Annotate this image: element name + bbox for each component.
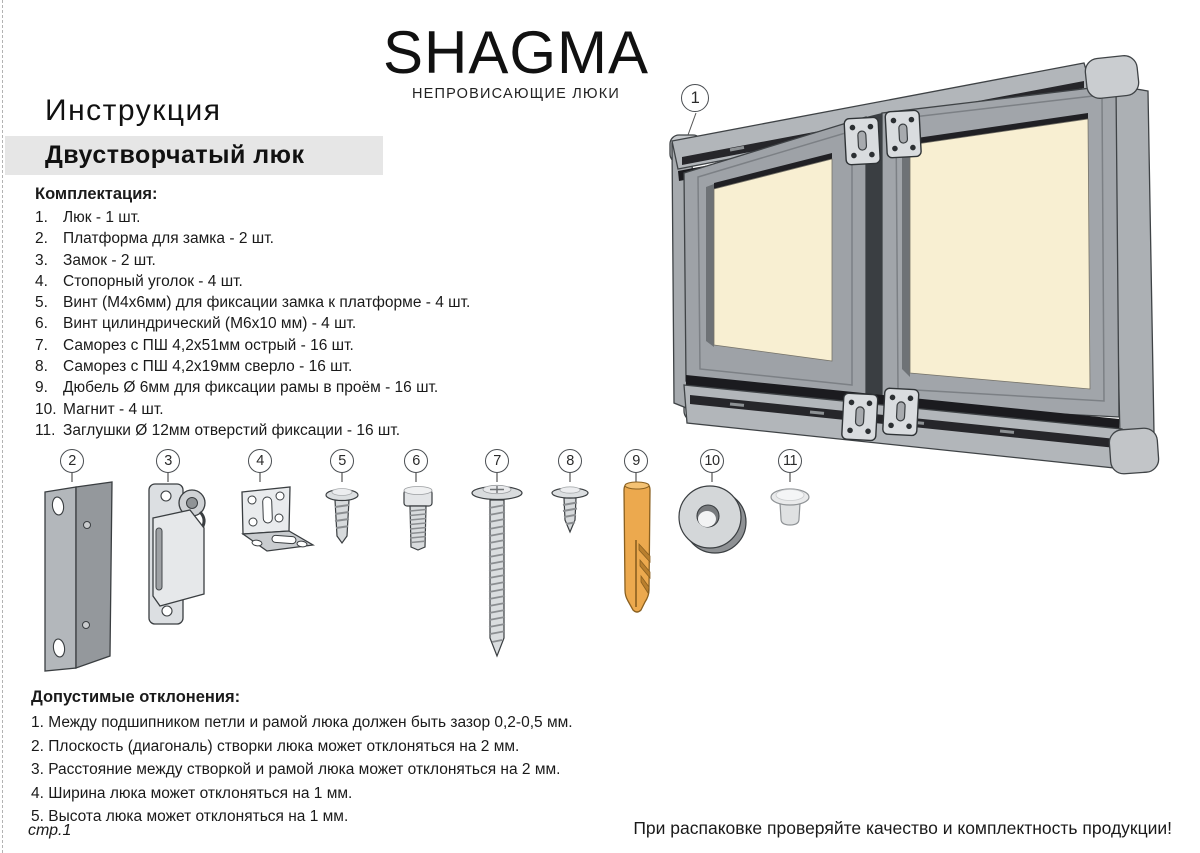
package-item-number: 8.	[35, 358, 48, 376]
package-item-text: Винт цилиндрический (М6х10 мм) - 4 шт.	[63, 315, 357, 333]
package-item-text: Замок - 2 шт.	[63, 251, 156, 269]
tolerance-item: 1. Между подшипником петли и рамой люка должен быть зазор 0,2-0,5 мм.	[31, 714, 573, 731]
package-item-number: 4.	[35, 272, 48, 290]
parts-figures	[20, 444, 820, 679]
part-callout-1: 1	[681, 84, 709, 112]
part-callout-10: 10	[700, 449, 724, 473]
self-tapping-screw-4-2x19-icon	[552, 487, 588, 532]
tolerance-item: 4. Ширина люка может отклоняться на 1 мм.	[31, 784, 353, 802]
product-title: Двустворчатый люк	[45, 141, 305, 169]
package-item-text: Винт (М4х6мм) для фиксации замка к платформе - 4 шт.	[63, 294, 471, 312]
part-callout-5: 5	[330, 449, 354, 473]
part-callout-4: 4	[248, 449, 272, 473]
package-item-text: Саморез с ПШ 4,2х19мм сверло - 16 шт.	[63, 358, 353, 376]
package-item	[35, 292, 470, 313]
product-title-bar	[5, 136, 383, 175]
package-item-number: 1.	[35, 209, 48, 226]
package-item	[35, 377, 470, 398]
package-item	[35, 228, 470, 249]
page-cut-line	[2, 0, 3, 853]
brand-logo: SHAGMA	[382, 19, 650, 86]
part-callout-2: 2	[60, 449, 84, 473]
lock-platform-icon	[45, 482, 112, 671]
package-item	[35, 356, 470, 377]
package-item-text: Заглушки Ø 12мм отверстий фиксации - 16 шт.	[63, 421, 401, 439]
package-item	[35, 399, 470, 420]
package-item	[35, 420, 470, 441]
dowel-6mm-icon	[624, 482, 650, 612]
package-item-text: Магнит - 4 шт.	[63, 400, 164, 418]
package-item	[35, 207, 470, 228]
tolerance-item: 5. Высота люка может отклоняться на 1 мм.	[31, 808, 349, 826]
package-item-number: 3.	[35, 251, 48, 269]
footer-note: При распаковке проверяйте качество и комплектность продукции!	[633, 818, 1172, 838]
screw-m4x6-icon	[326, 489, 358, 544]
package-item-text: Саморез с ПШ 4,2х51мм острый - 16 шт.	[63, 336, 354, 354]
cylinder-screw-m6x10-icon	[404, 487, 432, 551]
callout-leader-lines	[72, 473, 790, 482]
package-item-text: Платформа для замка - 2 шт.	[63, 230, 274, 248]
tolerance-item: 2. Плоскость (диагональ) створки люка может отклоняться на 2 мм.	[31, 737, 520, 755]
package-item-number: 5.	[35, 294, 48, 312]
package-item-number: 11.	[35, 421, 56, 439]
hole-plug-12mm-icon	[771, 489, 809, 525]
package-item-text: Дюбель Ø 6мм для фиксации рамы в проём - 16 шт.	[63, 379, 439, 397]
package-item	[35, 313, 470, 334]
self-tapping-screw-4-2x51-icon	[472, 485, 522, 656]
package-item-text: Люк - 1 шт.	[63, 209, 141, 226]
package-item-number: 9.	[35, 379, 48, 397]
footer-page-number: стр.1	[28, 822, 72, 839]
part-callout-3: 3	[156, 449, 180, 473]
doc-title: Инструкция	[45, 94, 222, 127]
stopper-angle-icon	[242, 487, 313, 551]
tolerances-heading: Допустимые отклонения:	[31, 688, 241, 706]
package-item-number: 6.	[35, 315, 48, 333]
tolerances-list	[31, 711, 573, 829]
package-item-text: Стопорный уголок - 4 шт.	[63, 272, 243, 290]
magnet-ring-icon	[679, 486, 746, 553]
package-list	[35, 207, 470, 441]
double-hatch-illustration	[660, 55, 1180, 495]
part-callout-8: 8	[558, 449, 582, 473]
part-callout-11: 11	[778, 449, 802, 473]
brand-tagline: НЕПРОВИСАЮЩИЕ ЛЮКИ	[411, 86, 621, 102]
package-heading: Комплектация:	[35, 185, 158, 203]
package-item-number: 2.	[35, 230, 48, 248]
package-item	[35, 335, 470, 356]
package-item-number: 10.	[35, 400, 57, 418]
part-callout-9: 9	[624, 449, 648, 473]
tolerance-item: 3. Расстояние между створкой и рамой люка может отклоняться на 2 мм.	[31, 761, 561, 779]
package-item	[35, 271, 470, 292]
part-callout-6: 6	[404, 449, 428, 473]
part-callout-7: 7	[485, 449, 509, 473]
package-item	[35, 250, 470, 271]
roller-lock-icon	[149, 484, 205, 624]
package-item-number: 7.	[35, 336, 48, 354]
